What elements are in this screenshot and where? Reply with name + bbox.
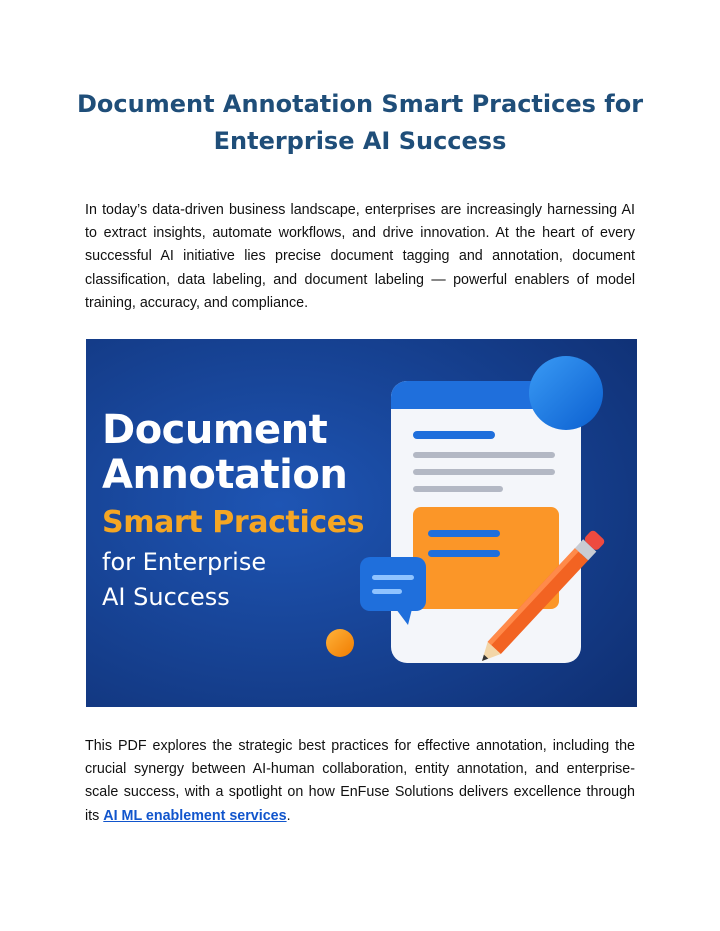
banner-line-document: Document <box>102 407 328 453</box>
banner-line-annotation: Annotation <box>102 452 348 498</box>
banner-line-smart-practices: Smart Practices <box>102 505 365 540</box>
title-line-1: Document Annotation Smart Practices for <box>76 90 644 118</box>
closing-text: This PDF explores the strategic best practices for effective annotation, including the crucial synergy between AI-human collaboration, entity annotation, and enterprise-scale success, with a spotlight on how EnFuse Solutions delivers excellence through its <box>85 738 635 824</box>
closing-period: . <box>286 807 291 824</box>
title-line-2: Enterprise AI Success <box>213 127 507 155</box>
intro-paragraph: In today’s data-driven business landscape, enterprises are increasingly harnessing AI to extract insights, automate workflows, and drive innovation. At the heart of every successful AI initiative lies precise document tagging and annotation, document classification, data labeling, and document labeling — powerful enablers of model training, accuracy, and compliance. <box>85 202 635 311</box>
hero-banner <box>86 339 637 707</box>
closing-paragraph <box>85 735 635 828</box>
banner-line-for-enterprise: for Enterprise <box>102 548 267 576</box>
ai-ml-enablement-link[interactable]: AI ML enablement services <box>103 807 287 824</box>
banner-line-ai-success: AI Success <box>102 583 230 611</box>
page-title <box>60 86 660 160</box>
